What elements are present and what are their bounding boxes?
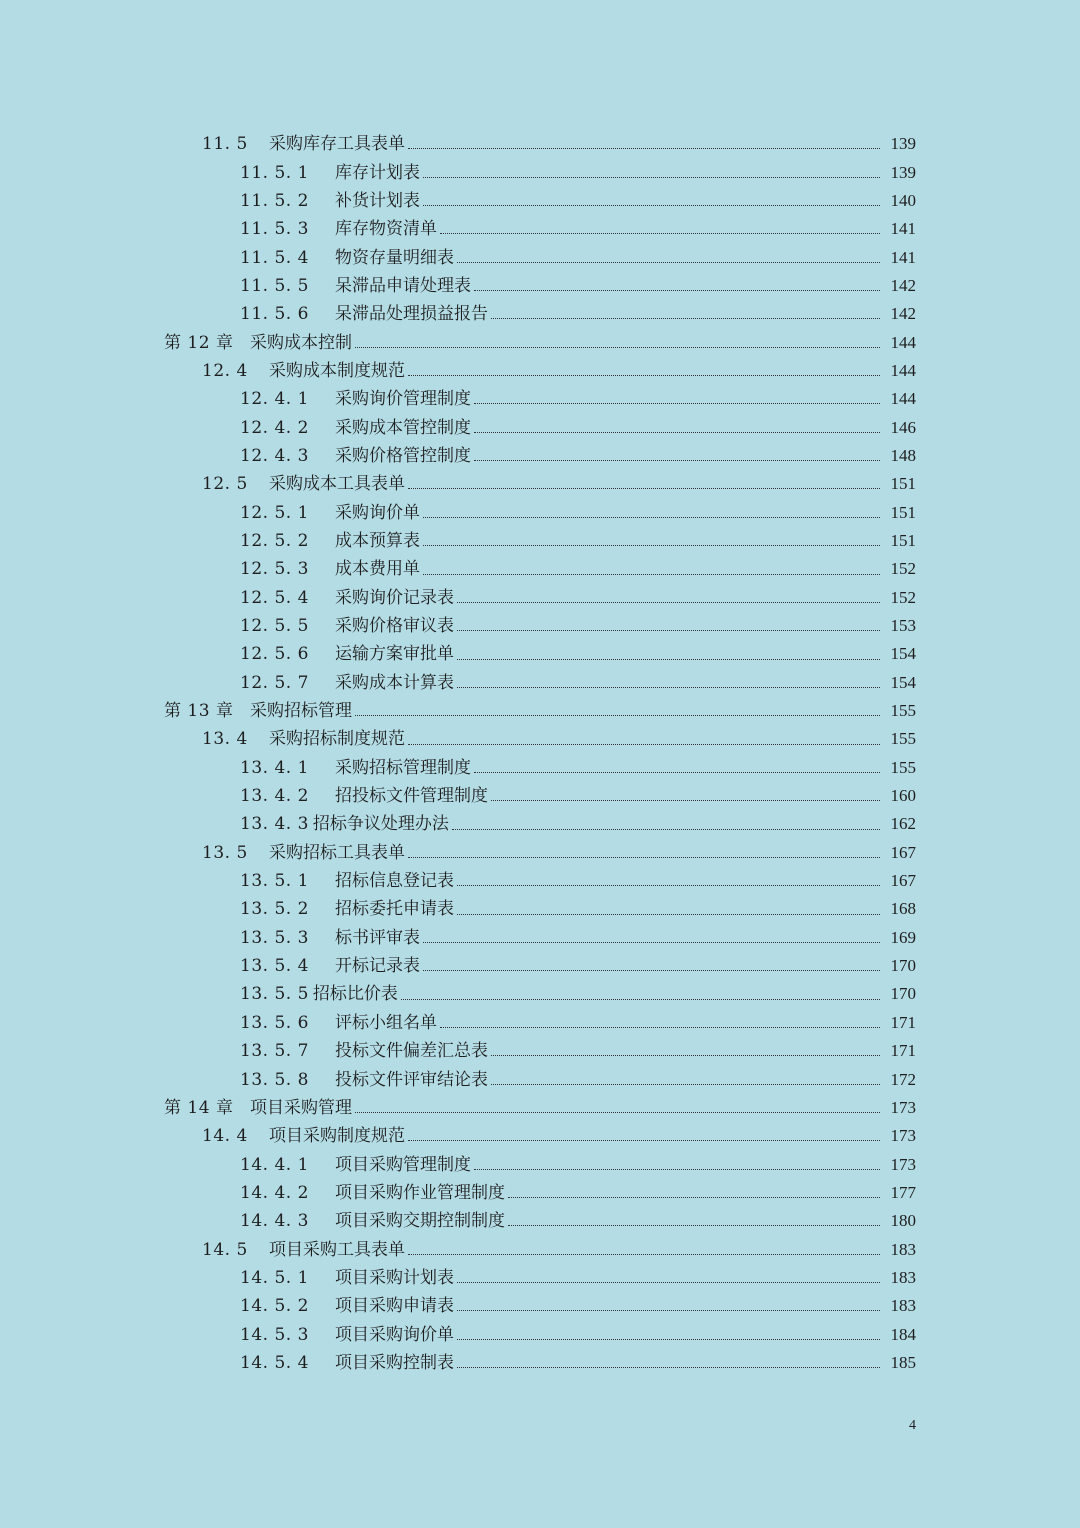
dot-leader [491,1054,880,1056]
toc-subsection-entry[interactable] [240,640,916,668]
toc-subsection-entry[interactable] [240,612,916,640]
toc-entry-page: 153 [890,616,916,636]
toc-subsection-entry[interactable] [240,980,916,1008]
toc-entry-number: 14. 4. 1 [240,1154,309,1175]
toc-entry-page: 155 [890,757,916,777]
dot-leader [457,884,880,886]
toc-entry-number: 12. 4. 3 [240,445,309,466]
toc-entry-title: 补货计划表 [335,190,420,211]
toc-entry-title: 采购招标管理制度 [335,757,471,778]
dot-leader [355,714,880,716]
toc-entry-page: 172 [890,1069,916,1089]
toc-entry-title: 评标小组名单 [335,1012,437,1033]
toc-entry-title: 项目采购申请表 [335,1296,454,1317]
page-number: 4 [909,1418,916,1433]
dot-leader [408,1253,880,1255]
dot-leader [440,232,880,234]
toc-entry-number: 11. 5. 6 [240,304,309,325]
toc-entry-title: 项目采购交期控制制度 [335,1211,505,1232]
toc-entry-title: 库存物资清单 [335,219,437,240]
toc-entry-title: 采购询价管理制度 [335,389,471,410]
dot-leader [491,1083,880,1085]
toc-section-entry[interactable] [202,1122,916,1150]
toc-subsection-entry[interactable] [240,952,916,980]
toc-entry-title: 招标委托申请表 [335,899,454,920]
toc-entry-page: 151 [890,502,916,522]
toc-entry-title: 项目采购管理 [250,1097,352,1118]
toc-entry-page: 173 [890,1126,916,1146]
toc-subsection-entry[interactable] [240,810,916,838]
dot-leader [474,431,880,433]
toc-entry-page: 170 [890,984,916,1004]
dot-leader [457,658,880,660]
dot-leader [457,1338,880,1340]
toc-entry-page: 139 [890,134,916,154]
toc-subsection-entry[interactable] [240,215,916,243]
toc-entry-number: 13. 5. 7 [240,1041,309,1062]
toc-entry-number: 第 13 章 [164,701,234,722]
toc-entry-number: 11. 5. 3 [240,219,309,240]
toc-entry-number: 12. 4. 1 [240,389,309,410]
toc-subsection-entry[interactable] [240,272,916,300]
toc-entry-page: 148 [890,445,916,465]
toc-entry-page: 170 [890,956,916,976]
toc-entry-page: 151 [890,474,916,494]
toc-entry-page: 155 [890,729,916,749]
dot-leader [408,374,880,376]
toc-subsection-entry[interactable] [240,867,916,895]
dot-leader [474,289,880,291]
dot-leader [457,629,880,631]
toc-entry-title: 项目采购制度规范 [269,1126,405,1147]
toc-entry-number: 14. 5. 1 [240,1267,309,1288]
toc-entry-page: 142 [890,275,916,295]
toc-entry-page: 183 [890,1239,916,1259]
toc-entry-title: 呆滞品申请处理表 [335,275,471,296]
toc-subsection-entry[interactable] [240,1264,916,1292]
toc-entry-page: 155 [890,701,916,721]
toc-subsection-entry[interactable] [240,1207,916,1235]
toc-entry-page: 167 [890,842,916,862]
toc-subsection-entry[interactable] [240,1179,916,1207]
toc-entry-title: 成本费用单 [335,559,420,580]
toc-subsection-entry[interactable] [240,442,916,470]
dot-leader [423,969,880,971]
toc-entry-number: 11. 5. 2 [240,190,309,211]
toc-entry-page: 140 [890,190,916,210]
toc-entry-title: 采购成本控制 [250,332,352,353]
dot-leader [355,1111,880,1113]
toc-subsection-entry[interactable] [240,498,916,526]
toc-entry-number: 14. 5 [202,1239,248,1260]
toc-entry-page: 168 [890,899,916,919]
toc-section-entry[interactable] [202,725,916,753]
dot-leader [491,317,880,319]
dot-leader [423,204,880,206]
toc-entry-title: 采购价格管控制度 [335,445,471,466]
toc-entry-title: 投标文件偏差汇总表 [335,1041,488,1062]
toc-entry-page: 184 [890,1324,916,1344]
toc-subsection-entry[interactable] [240,1150,916,1178]
toc-subsection-entry[interactable] [240,243,916,271]
toc-entry-number: 第 12 章 [164,332,234,353]
toc-entry-number: 12. 5. 7 [240,672,309,693]
toc-entry-page: 185 [890,1352,916,1372]
toc-entry-page: 151 [890,530,916,550]
toc-entry-number: 13. 5. 8 [240,1069,309,1090]
toc-entry-number: 12. 4 [202,360,248,381]
toc-entry-number: 13. 5 [202,842,248,863]
toc-entry-title: 招投标文件管理制度 [335,786,488,807]
toc-entry-page: 146 [890,417,916,437]
toc-entry-title: 采购成本管控制度 [335,417,471,438]
toc-entry-number: 14. 4 [202,1126,248,1147]
toc-entry-number: 12. 5. 4 [240,587,309,608]
toc-entry-title: 项目采购询价单 [335,1324,454,1345]
toc-entry-page: 173 [890,1097,916,1117]
toc-entry-page: 141 [890,219,916,239]
toc-entry-page: 141 [890,247,916,267]
dot-leader [457,261,880,263]
toc-entry-title: 项目采购工具表单 [269,1239,405,1260]
dot-leader [508,1196,880,1198]
toc-entry-number: 11. 5. 1 [240,162,309,183]
toc-entry-title: 采购招标制度规范 [269,729,405,750]
toc-subsection-entry[interactable] [240,754,916,782]
toc-chapter-entry[interactable] [164,1094,916,1122]
toc-entry-title: 采购询价单 [335,502,420,523]
toc-entry-number: 13. 4. 2 [240,786,309,807]
toc-entry-title: 项目采购管理制度 [335,1154,471,1175]
toc-entry-number: 第 14 章 [164,1097,234,1118]
dot-leader [440,1026,880,1028]
toc-entry-number: 13. 5. 3 [240,927,309,948]
toc-entry-number: 14. 5. 2 [240,1296,309,1317]
toc-entry-number: 11. 5 [202,134,248,155]
toc-entry-title: 投标文件评审结论表 [335,1069,488,1090]
toc-subsection-entry[interactable] [240,300,916,328]
toc-entry-page: 177 [890,1182,916,1202]
dot-leader [491,799,880,801]
toc-entry-page: 183 [890,1296,916,1316]
toc-entry-number: 13. 5. 1 [240,871,309,892]
toc-entry-title: 运输方案审批单 [335,644,454,665]
toc-entry-title: 项目采购作业管理制度 [335,1182,505,1203]
toc-chapter-entry[interactable] [164,697,916,725]
toc-entry-title: 招标争议处理办法 [312,814,449,835]
toc-entry-page: 173 [890,1154,916,1174]
toc-entry-title: 采购招标工具表单 [269,842,405,863]
toc-entry-title: 采购询价记录表 [335,587,454,608]
toc-subsection-entry[interactable] [240,895,916,923]
toc-section-entry[interactable] [202,470,916,498]
toc-subsection-entry[interactable] [240,782,916,810]
toc-entry-number: 12. 5. 6 [240,644,309,665]
toc-subsection-entry[interactable] [240,1037,916,1065]
toc-subsection-entry[interactable] [240,584,916,612]
toc-entry-page: 152 [890,559,916,579]
toc-entry-page: 160 [890,786,916,806]
toc-subsection-entry[interactable] [240,555,916,583]
toc-entry-title: 标书评审表 [335,927,420,948]
dot-leader [457,601,880,603]
dot-leader [452,828,880,830]
toc-entry-page: 144 [890,332,916,352]
toc-entry-number: 14. 5. 3 [240,1324,309,1345]
toc-subsection-entry[interactable] [240,924,916,952]
toc-entry-number: 11. 5. 5 [240,275,309,296]
toc-entry-number: 12. 5. 5 [240,616,309,637]
toc-entry-number: 14. 4. 3 [240,1211,309,1232]
dot-leader [474,1168,880,1170]
toc-entry-page: 162 [890,814,916,834]
dot-leader [423,176,880,178]
toc-chapter-entry[interactable] [164,328,916,356]
toc-entry-page: 139 [890,162,916,182]
dot-leader [474,771,880,773]
toc-entry-title: 采购库存工具表单 [269,134,405,155]
toc-entry-number: 13. 4. 1 [240,757,309,778]
dot-leader [474,459,880,461]
toc-entry-page: 144 [890,389,916,409]
toc-entry-title: 采购成本制度规范 [269,360,405,381]
toc-subsection-entry[interactable] [240,413,916,441]
toc-entry-number: 13. 5. 6 [240,1012,309,1033]
toc-entry-page: 142 [890,304,916,324]
dot-leader [457,686,880,688]
dot-leader [401,998,880,1000]
toc-subsection-entry[interactable] [240,1349,916,1377]
toc-entry-title: 项目采购计划表 [335,1267,454,1288]
toc-subsection-entry[interactable] [240,527,916,555]
dot-leader [423,544,880,546]
toc-entry-title: 采购价格审议表 [335,616,454,637]
dot-leader [423,941,880,943]
toc-entry-number: 12. 5 [202,474,248,495]
toc-entry-number: 13. 5. 4 [240,956,309,977]
toc-subsection-entry[interactable] [240,1065,916,1093]
toc-entry-title: 成本预算表 [335,530,420,551]
toc-entry-title: 采购招标管理 [250,701,352,722]
dot-leader [508,1224,880,1226]
dot-leader [457,1366,880,1368]
toc-entry-page: 180 [890,1211,916,1231]
toc-entry-title: 开标记录表 [335,956,420,977]
toc-entry-title: 呆滞品处理损益报告 [335,304,488,325]
dot-leader [457,913,880,915]
toc-entry-page: 154 [890,644,916,664]
dot-leader [457,1309,880,1311]
toc-entry-number: 12. 4. 2 [240,417,309,438]
toc-subsection-entry[interactable] [240,187,916,215]
dot-leader [423,573,880,575]
dot-leader [474,402,880,404]
dot-leader [408,147,880,149]
dot-leader [408,743,880,745]
dot-leader [408,487,880,489]
dot-leader [408,1139,880,1141]
toc-entry-title: 项目采购控制表 [335,1352,454,1373]
toc-entry-number: 13. 5. 5 [240,984,309,1005]
toc-entry-number: 13. 5. 2 [240,899,309,920]
toc-subsection-entry[interactable] [240,1292,916,1320]
dot-leader [355,346,880,348]
toc-entry-number: 12. 5. 1 [240,502,309,523]
dot-leader [457,1281,880,1283]
toc-entry-title: 物资存量明细表 [335,247,454,268]
toc-entry-title: 库存计划表 [335,162,420,183]
toc-subsection-entry[interactable] [240,1009,916,1037]
toc-entry-number: 14. 5. 4 [240,1352,309,1373]
toc-entry-page: 144 [890,360,916,380]
toc-entry-number: 12. 5. 2 [240,530,309,551]
toc-entry-page: 171 [890,1012,916,1032]
toc-entry-title: 招标比价表 [312,984,398,1005]
toc-entry-title: 采购成本计算表 [335,672,454,693]
toc-entry-number: 13. 4 [202,729,248,750]
toc-section-entry[interactable] [202,130,916,158]
toc-entry-page: 183 [890,1267,916,1287]
toc-entry-number: 14. 4. 2 [240,1182,309,1203]
toc-entry-page: 171 [890,1041,916,1061]
toc-entry-page: 152 [890,587,916,607]
toc-entry-page: 167 [890,871,916,891]
toc-entry-number: 13. 4. 3 [240,814,309,835]
toc-section-entry[interactable] [202,839,916,867]
toc-section-entry[interactable] [202,1235,916,1263]
dot-leader [423,516,880,518]
toc-entry-number: 11. 5. 4 [240,247,309,268]
toc-entry-page: 169 [890,927,916,947]
table-of-contents [0,130,1080,1377]
toc-section-entry[interactable] [202,357,916,385]
toc-subsection-entry[interactable] [240,385,916,413]
toc-entry-page: 154 [890,672,916,692]
toc-subsection-entry[interactable] [240,158,916,186]
toc-entry-number: 12. 5. 3 [240,559,309,580]
toc-subsection-entry[interactable] [240,669,916,697]
toc-entry-title: 采购成本工具表单 [269,474,405,495]
toc-subsection-entry[interactable] [240,1320,916,1348]
toc-entry-title: 招标信息登记表 [335,871,454,892]
dot-leader [408,856,880,858]
